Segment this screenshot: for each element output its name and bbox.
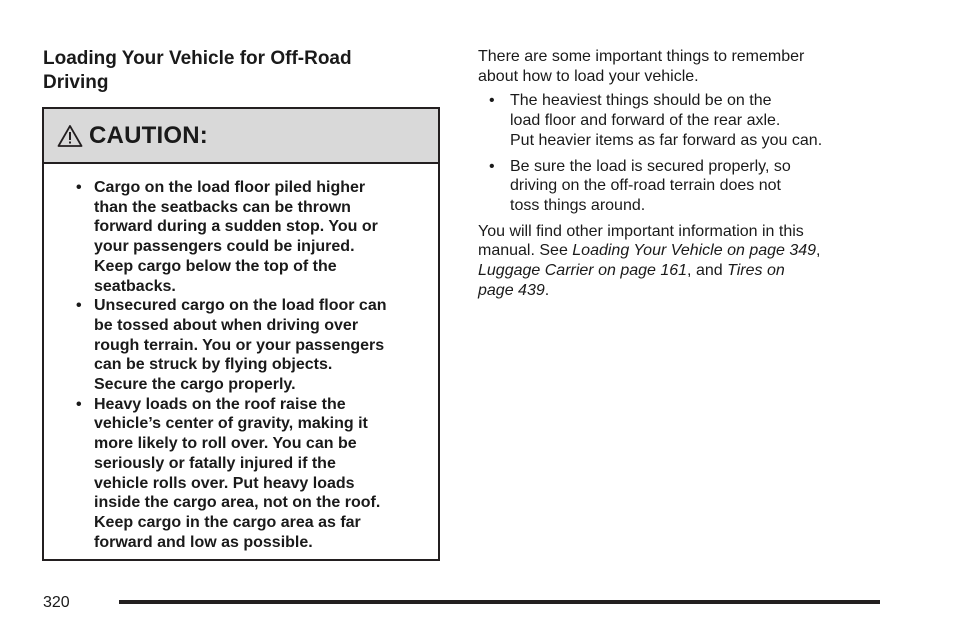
caution-item-line: • Heavy loads on the roof raise the [94,395,346,413]
caution-item-line: seatbacks. [94,277,176,295]
caution-header [44,109,438,164]
list-item-line: • The heaviest things should be on the [510,92,772,110]
caution-item-line: forward and low as possible. [94,533,313,551]
list-item-line: • Be sure the load is secured properly, so [510,157,791,175]
intro-line: There are some important things to remember [478,48,805,65]
section-title-line: Loading Your Vehicle for Off-Road [43,48,352,69]
footer-rule [119,600,880,604]
caution-item-line: vehicle’s center of gravity, making it [94,415,368,433]
caution-item-line: Keep cargo in the cargo area as far [94,513,361,531]
references-text: manual. See [478,242,573,260]
caution-item-line: be tossed about when driving over [94,316,359,334]
caution-item [44,395,424,553]
warning-triangle-icon [57,124,83,148]
caution-item-line: forward during a sudden stop. You or [94,218,378,236]
caution-item-line: Secure the cargo properly. [94,376,296,394]
caution-label: CAUTION: [89,121,208,149]
caution-item-line: Keep cargo below the top of the [94,257,337,275]
page-number: 320 [43,594,70,611]
period: . [544,281,550,299]
reference-link-tires-page[interactable]: page 439 [478,281,545,299]
intro-paragraph [478,47,888,86]
loading-tips-list [478,91,888,215]
caution-item [44,296,424,395]
separator: , [816,242,821,260]
separator: , and [687,262,728,280]
caution-item-line: rough terrain. You or your passengers [94,336,385,354]
section-title-line: Driving [43,72,109,93]
caution-box [42,107,440,561]
references-line [478,241,888,261]
references-line: You will find other important information in this [478,222,804,240]
caution-item-line: • Cargo on the load floor piled higher [94,179,366,196]
section-title [43,47,433,95]
caution-item-line: than the seatbacks can be thrown [94,198,351,216]
reference-link-luggage-carrier[interactable]: Luggage Carrier on page 161 [478,262,688,280]
references-line [478,261,888,281]
list-item [478,91,888,150]
caution-item-line: inside the cargo area, not on the roof. [94,494,381,512]
caution-item-line: vehicle rolls over. Put heavy loads [94,474,355,492]
list-item-line: load floor and forward of the rear axle. [510,112,781,130]
caution-item-line: can be struck by flying objects. [94,356,333,374]
caution-item-line: your passengers could be injured. [94,238,355,256]
references-paragraph [478,222,888,301]
reference-link-tires[interactable]: Tires on [727,262,785,280]
list-item-line: driving on the off-road terrain does not [510,177,781,195]
caution-item-line: more likely to roll over. You can be [94,435,357,453]
list-item-line: toss things around. [510,196,646,214]
references-line [478,281,888,301]
caution-item-line: • Unsecured cargo on the load floor can [94,297,387,315]
reference-link-loading-vehicle[interactable]: Loading Your Vehicle on page 349 [572,242,817,260]
intro-line: about how to load your vehicle. [478,67,699,85]
right-column [478,47,888,300]
list-item [478,157,888,216]
caution-item-line: seriously or fatally injured if the [94,454,336,472]
caution-list [44,164,438,552]
caution-item [44,178,424,296]
list-item-line: Put heavier items as far forward as you can. [510,131,823,149]
